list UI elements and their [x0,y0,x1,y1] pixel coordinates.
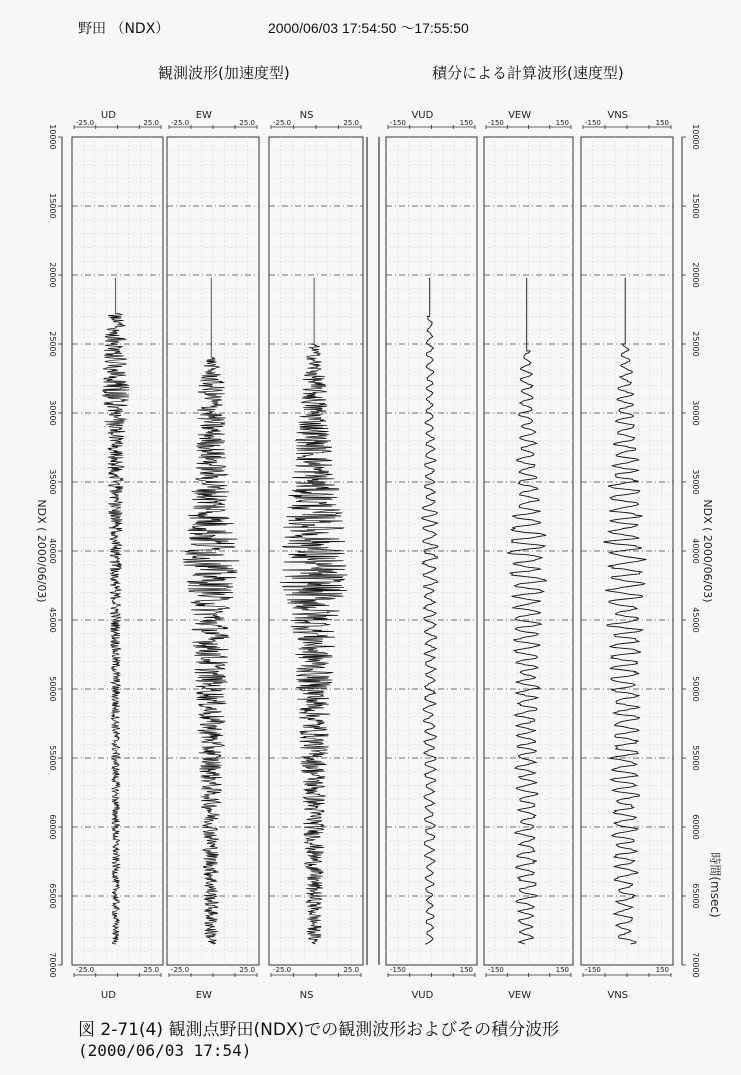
time-tick-label: 60000 [691,814,700,840]
range-tick-label: 150 [459,119,473,127]
range-tick-label: 25.0 [343,119,359,127]
time-tick-label: 15000 [48,193,57,219]
time-range-label: 2000/06/03 17:54:50 ～17:55:50 [268,20,469,36]
acceleration-group-title: 観測波形(加速度型) [158,64,290,82]
range-tick-label: -25.0 [76,119,95,127]
station-axis-label-left: NDX ( 2000/06/03) [35,499,48,603]
range-tick-label: 25.0 [143,119,159,127]
time-tick-label: 10000 [48,124,57,150]
station-label: 野田 （NDX） [78,21,170,37]
range-tick-label: 150 [555,119,569,127]
time-tick-label: 10000 [691,124,700,150]
figure-caption-date: (2000/06/03 17:54) [78,1041,252,1060]
time-tick-label: 70000 [48,952,57,978]
time-tick-label: 65000 [48,883,57,909]
range-tick-label: -25.0 [273,966,292,974]
time-tick-label: 50000 [691,676,700,702]
time-tick-label: 55000 [691,745,700,771]
time-tick-label: 35000 [48,469,57,495]
range-tick-label: 150 [555,966,569,974]
channel-label-ns: NS [299,990,314,1001]
range-tick-label: 150 [655,119,669,127]
time-tick-label: 50000 [48,676,57,702]
channel-label-vud: VUD [411,110,434,121]
range-tick-label: -150 [488,119,504,127]
range-tick-label: -25.0 [171,966,190,974]
waveform-ns [280,278,347,944]
time-tick-label: 20000 [691,262,700,288]
channel-label-vns: VNS [607,990,629,1001]
channel-label-ew: EW [195,990,212,1001]
time-tick-label: 45000 [48,607,57,633]
time-tick-label: 45000 [691,607,700,633]
time-tick-label: 65000 [691,883,700,909]
time-tick-label: 70000 [691,952,700,978]
range-tick-label: 25.0 [343,966,359,974]
waveform-ew [183,278,239,944]
range-tick-label: 25.0 [239,119,255,127]
time-tick-label: 55000 [48,745,57,771]
time-axis-label: 時間(msec) [708,852,722,918]
time-tick-label: 40000 [48,538,57,564]
time-tick-label: 15000 [691,193,700,219]
range-tick-label: -25.0 [273,119,292,127]
channel-label-vew: VEW [508,990,532,1001]
range-tick-label: 150 [655,966,669,974]
time-tick-label: 30000 [48,400,57,426]
waveform-vns [603,278,646,944]
channel-label-ud: UD [100,990,116,1001]
range-tick-label: -150 [585,119,601,127]
range-tick-label: -150 [390,966,406,974]
time-tick-label: 60000 [48,814,57,840]
range-tick-label: -25.0 [76,966,95,974]
channel-label-vew: VEW [508,110,532,121]
channel-label-ns: NS [299,110,314,121]
range-tick-label: 25.0 [143,966,159,974]
channel-label-vns: VNS [607,110,629,121]
waveform-vud [422,278,438,945]
figure-caption: 図 2-71(4) 観測点野田(NDX)での観測波形およびその積分波形 [78,1020,560,1040]
time-tick-label: 40000 [691,538,700,564]
station-axis-label-right: NDX ( 2000/06/03) [701,499,714,603]
waveform-vew [507,278,546,944]
range-tick-label: -150 [390,119,406,127]
range-tick-label: 25.0 [239,966,255,974]
range-tick-label: -150 [585,966,601,974]
range-tick-label: -25.0 [171,119,190,127]
range-tick-label: -150 [488,966,504,974]
channel-label-ew: EW [195,110,212,121]
channel-label-vud: VUD [411,990,434,1001]
time-tick-label: 25000 [48,331,57,357]
channel-label-ud: UD [100,110,116,121]
time-tick-label: 30000 [691,400,700,426]
velocity-group-title: 積分による計算波形(速度型) [432,64,624,82]
time-tick-label: 25000 [691,331,700,357]
time-tick-label: 35000 [691,469,700,495]
time-tick-label: 20000 [48,262,57,288]
range-tick-label: 150 [459,966,473,974]
